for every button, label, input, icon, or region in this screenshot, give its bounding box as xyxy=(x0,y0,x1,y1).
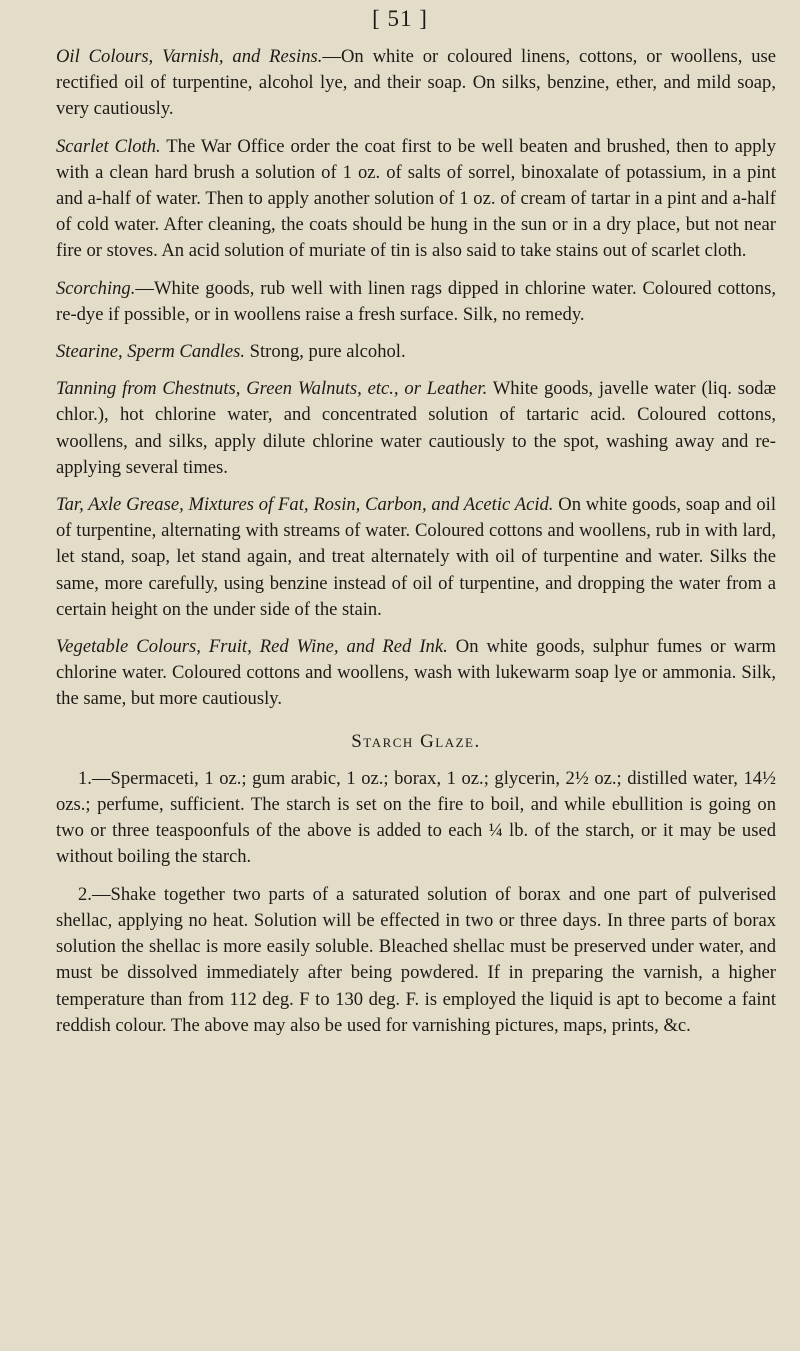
entry-topic: Scarlet Cloth. xyxy=(56,135,161,157)
entry-topic: Stearine, Sperm Candles. xyxy=(56,341,246,363)
entry-text: White goods, javelle water (liq. sodæ chlor.), hot chlorine water, and concentrated solution of tartaric acid. Coloured cottons, woollens, and silks, apply dilute chlorine water cautiously to the spot, washing away and re-applying several times. xyxy=(56,378,776,478)
entry-scarlet-cloth xyxy=(56,134,776,265)
entry-topic: Scorching. xyxy=(56,277,136,299)
entry-topic: Oil Colours, Varnish, and Resins. xyxy=(56,46,323,67)
starch-recipe-1: 1.—Spermaceti, 1 oz.; gum arabic, 1 oz.; borax, 1 oz.; glycerin, 2½ oz.; distilled water, 14½ ozs.; perfume, sufficient. The starch is set on the fire to boil, and while ebullition is going on two or three teaspoonfuls of the above is added to each ¼ lb. of the starch, or it may be used without boiling the starch. xyxy=(56,767,776,868)
entry-text: The War Office order the coat first to be well beaten and brushed, then to apply with a clean hard brush a solution of 1 oz. of salts of sorrel, binoxalate of potassium, in a pint and a-half of water. Then to apply another solution of 1 oz. of cream of tartar in a pint and a-half of cold water. After cleaning, the coats should be hung in the sun or in a dry place, but not near fire or stoves. An acid solution of muriate of tin is also said to take stains out of scarlet cloth. xyxy=(56,135,776,262)
entry-tanning xyxy=(56,376,776,481)
page-body xyxy=(56,44,776,1050)
entry-tar xyxy=(56,492,776,623)
entry-text: On white goods, soap and oil of turpentine, alternating with streams of water. Coloured cottons and woollens, rub in with lard, let stand, soap, let stand again, and treat alternately with oil of turpentine and water. Silks the same, more carefully, using benzine instead of oil of turpentine, and dropping the water from a certain height on the under side of the stain. xyxy=(56,494,776,620)
entry-topic: Tar, Axle Grease, Mixtures of Fat, Rosin, Carbon, and Acetic Acid. xyxy=(56,494,554,516)
entry-text: —White goods, rub well with linen rags dipped in chlorine water. Coloured cottons, re-dye if possible, or in woollens raise a fresh surface. Silk, no remedy. xyxy=(56,277,776,325)
page-number: [ 51 ] xyxy=(372,6,428,31)
entry-stearine xyxy=(56,339,776,365)
entry-scorching xyxy=(56,276,776,328)
entry-text: —On white or coloured linens, cottons, or woollens, use rectified oil of turpentine, alcohol lye, and their soap. On silks, benzine, ether, and mild soap, very cautiously. xyxy=(56,46,777,120)
entry-vegetable-colours xyxy=(56,634,776,713)
starch-recipe-2: 2.—Shake together two parts of a saturated solution of borax and one part of pulverised shellac, applying no heat. Solution will be effected in two or three days. In three parts of borax solution the shellac is more easily soluble. Bleached shellac must be preserved under water, and must be dissolved immediately after being powdered. If in preparing the varnish, a higher temperature than from 112 deg. F to 130 deg. F. is employed the liquid is apt to become a faint reddish colour. The above may also be used for varnishing pictures, maps, prints, &c. xyxy=(56,883,776,1036)
entry-text: Strong, pure alcohol. xyxy=(245,341,406,363)
entry-oil-colours xyxy=(56,44,776,123)
entry-text: On white goods, sulphur fumes or warm chlorine water. Coloured cottons and woollens, wash with lukewarm soap lye or ammonia. Silk, the same, but more cautiously. xyxy=(56,636,776,710)
section-heading-starch-glaze: Starch Glaze. xyxy=(351,730,481,752)
entry-topic: Vegetable Colours, Fruit, Red Wine, and Red Ink. xyxy=(56,636,448,658)
entry-topic: Tanning from Chestnuts, Green Walnuts, etc., or Leather. xyxy=(56,378,488,400)
